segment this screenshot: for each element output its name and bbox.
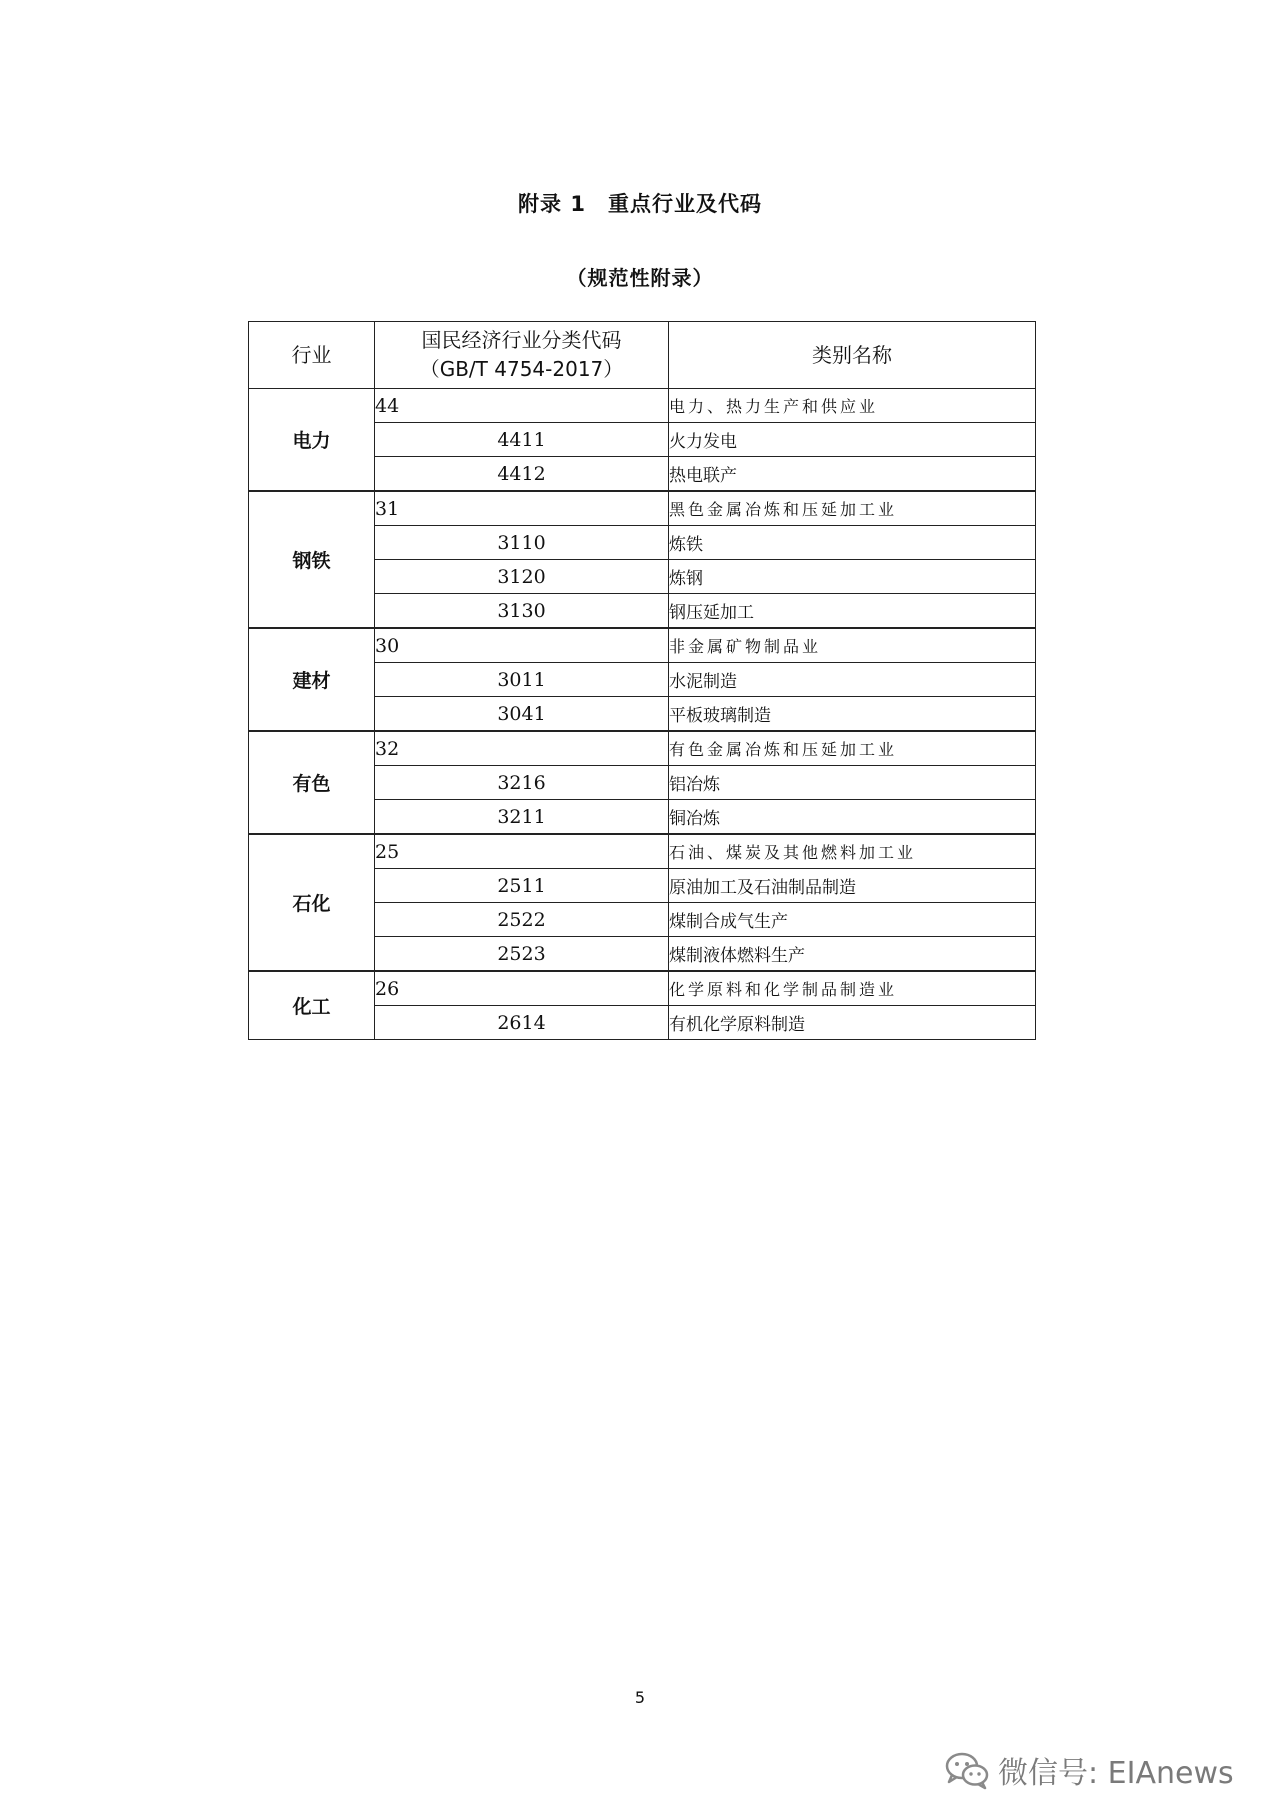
appendix-title: 附录 1 重点行业及代码 <box>518 192 762 216</box>
industry-cell: 化工 <box>249 971 375 1040</box>
code-cell: 4411 <box>375 423 669 457</box>
code-cell: 44 <box>375 389 669 423</box>
category-name-cell: 水泥制造 <box>669 663 1036 697</box>
code-cell: 26 <box>375 971 669 1006</box>
category-name-cell: 煤制液体燃料生产 <box>669 937 1036 972</box>
code-cell: 3110 <box>375 526 669 560</box>
code-cell: 3216 <box>375 766 669 800</box>
header-category: 类别名称 <box>669 322 1036 389</box>
code-cell: 31 <box>375 491 669 526</box>
category-name-cell: 铜冶炼 <box>669 800 1036 835</box>
industry-cell: 电力 <box>249 389 375 492</box>
category-name-cell: 石油、煤炭及其他燃料加工业 <box>669 834 1036 869</box>
category-name-cell: 原油加工及石油制品制造 <box>669 869 1036 903</box>
code-cell: 3211 <box>375 800 669 835</box>
code-cell: 2523 <box>375 937 669 972</box>
code-cell: 25 <box>375 834 669 869</box>
category-name-cell: 火力发电 <box>669 423 1036 457</box>
header-industry: 行业 <box>249 322 375 389</box>
code-cell: 30 <box>375 628 669 663</box>
code-cell: 2511 <box>375 869 669 903</box>
category-name-cell: 化学原料和化学制品制造业 <box>669 971 1036 1006</box>
table-row <box>249 834 1036 869</box>
table-row <box>249 731 1036 766</box>
appendix-subtitle: （规范性附录） <box>566 266 714 290</box>
code-cell: 3011 <box>375 663 669 697</box>
code-cell: 3130 <box>375 594 669 629</box>
industry-code-table <box>248 321 1036 1040</box>
code-cell: 3120 <box>375 560 669 594</box>
watermark-text: 微信号: EIAnews <box>998 1756 1234 1791</box>
category-name-cell: 非金属矿物制品业 <box>669 628 1036 663</box>
table-header <box>249 322 1036 389</box>
code-cell: 2614 <box>375 1006 669 1040</box>
code-cell: 3041 <box>375 697 669 732</box>
category-name-cell: 黑色金属冶炼和压延加工业 <box>669 491 1036 526</box>
code-cell: 32 <box>375 731 669 766</box>
category-name-cell: 钢压延加工 <box>669 594 1036 629</box>
table-row <box>249 971 1036 1006</box>
wechat-icon <box>944 1750 990 1790</box>
category-name-cell: 炼铁 <box>669 526 1036 560</box>
industry-cell: 钢铁 <box>249 491 375 628</box>
category-name-cell: 铝冶炼 <box>669 766 1036 800</box>
header-code <box>375 322 669 389</box>
category-name-cell: 有色金属冶炼和压延加工业 <box>669 731 1036 766</box>
category-name-cell: 电力、热力生产和供应业 <box>669 389 1036 423</box>
code-cell: 4412 <box>375 457 669 492</box>
code-cell: 2522 <box>375 903 669 937</box>
industry-cell: 有色 <box>249 731 375 834</box>
table-row <box>249 628 1036 663</box>
industry-cell: 建材 <box>249 628 375 731</box>
category-name-cell: 煤制合成气生产 <box>669 903 1036 937</box>
header-code-line2: （GB/T 4754-2017） <box>419 357 624 381</box>
category-name-cell: 有机化学原料制造 <box>669 1006 1036 1040</box>
table-row <box>249 491 1036 526</box>
header-row <box>249 322 1036 389</box>
watermark <box>944 1748 1234 1792</box>
category-name-cell: 炼钢 <box>669 560 1036 594</box>
table-row <box>249 389 1036 423</box>
page-number: 5 <box>634 1688 646 1707</box>
category-name-cell: 平板玻璃制造 <box>669 697 1036 732</box>
table-body <box>249 389 1036 1040</box>
category-name-cell: 热电联产 <box>669 457 1036 492</box>
header-code-line1: 国民经济行业分类代码 <box>421 328 622 352</box>
industry-cell: 石化 <box>249 834 375 971</box>
